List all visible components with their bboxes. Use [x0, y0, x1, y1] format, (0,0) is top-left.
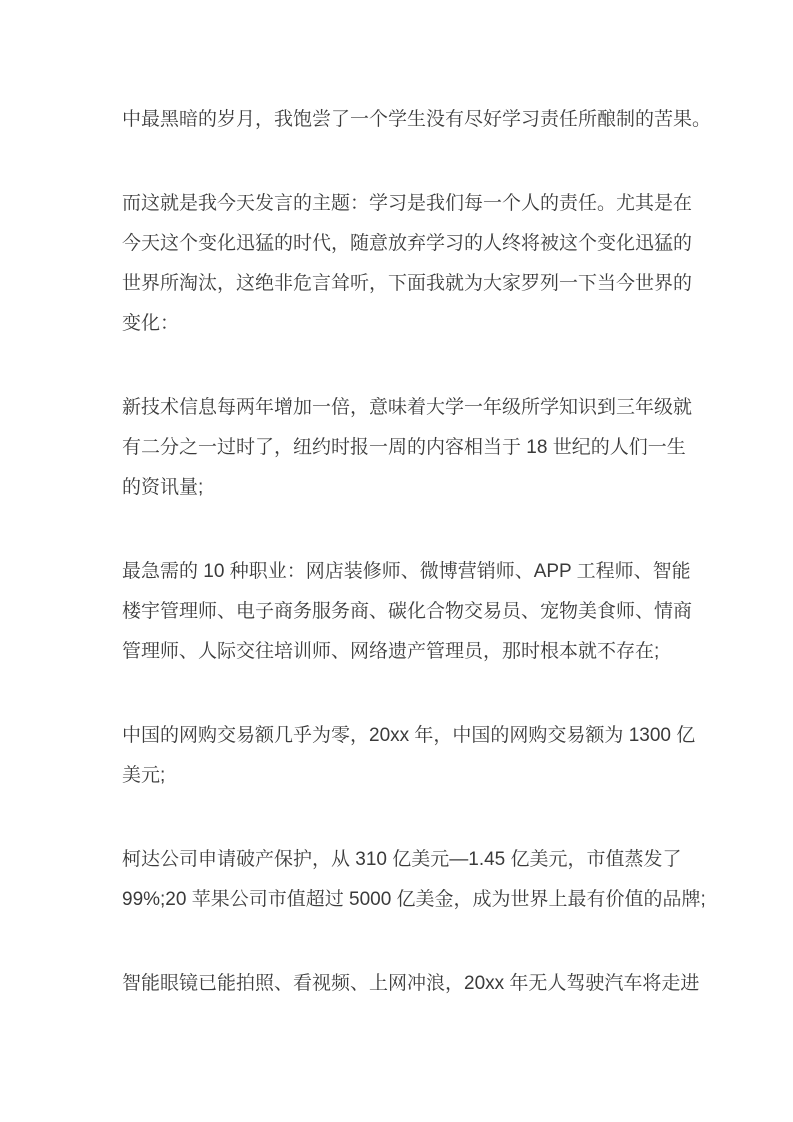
text-line: 柯达公司申请破产保护，从 310 亿美元—1.45 亿美元，市值蒸发了	[122, 849, 682, 870]
text-line: 的资讯量;	[122, 477, 204, 498]
paragraph-kodak-apple	[122, 840, 706, 920]
text-line: 楼宇管理师、电子商务服务商、碳化合物交易员、宠物美食师、情商	[122, 601, 693, 622]
text-line: 美元;	[122, 765, 166, 786]
paragraph-continuation	[122, 100, 712, 140]
text-line: 而这就是我今天发言的主题：学习是我们每一个人的责任。尤其是在	[122, 193, 693, 214]
text-line: 世界所淘汰，这绝非危言耸听，下面我就为大家罗列一下当今世界的	[122, 273, 693, 294]
text-line: 今天这个变化迅猛的时代，随意放弃学习的人终将被这个变化迅猛的	[122, 233, 693, 254]
text-line: 有二分之一过时了，纽约时报一周的内容相当于 18 世纪的人们一生	[122, 437, 686, 458]
paragraph-jobs	[122, 552, 693, 672]
paragraph-smart-glasses	[122, 964, 700, 1004]
paragraph-theme	[122, 184, 693, 344]
text-line: 最急需的 10 种职业：网店装修师、微博营销师、APP 工程师、智能	[122, 561, 691, 582]
text-line: 99%;20 苹果公司市值超过 5000 亿美金，成为世界上最有价值的品牌;	[122, 889, 706, 910]
paragraph-ecommerce	[122, 716, 696, 796]
paragraph-tech-info	[122, 388, 693, 508]
text-line: 新技术信息每两年增加一倍，意味着大学一年级所学知识到三年级就	[122, 397, 693, 418]
text-line: 中最黑暗的岁月，我饱尝了一个学生没有尽好学习责任所酿制的苦果。	[122, 109, 712, 130]
text-line: 智能眼镜已能拍照、看视频、上网冲浪，20xx 年无人驾驶汽车将走进	[122, 973, 700, 994]
text-line: 中国的网购交易额几乎为零，20xx 年，中国的网购交易额为 1300 亿	[122, 725, 696, 746]
text-line: 管理师、人际交往培训师、网络遗产管理员，那时根本就不存在;	[122, 641, 660, 662]
text-line: 变化：	[122, 313, 180, 334]
